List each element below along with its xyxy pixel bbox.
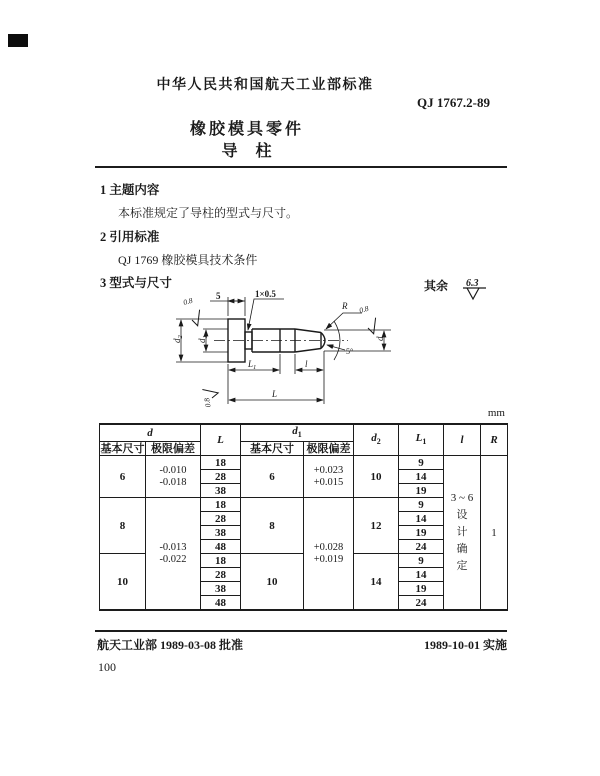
cell-L1: 9 <box>399 554 444 568</box>
footer-rule <box>95 630 507 632</box>
cell-d-6: 6 <box>100 456 146 498</box>
cell-L1: 19 <box>399 582 444 596</box>
roughness-value-bottom: 0.8 <box>202 397 213 409</box>
roughness-value-topright: 0.8 <box>358 303 370 315</box>
l1-dim-label: $L_1$ <box>248 359 257 371</box>
cell-L: 48 <box>201 540 241 554</box>
cell-d1-dev-1: +0.023 +0.015 <box>304 456 354 498</box>
cell-L: 38 <box>201 484 241 498</box>
cell-d1-10: 10 <box>241 554 304 611</box>
col-header-R: R <box>481 424 508 456</box>
cell-d1-8: 8 <box>241 498 304 554</box>
cell-d1-dev-2: +0.028 +0.019 <box>304 498 354 611</box>
section-2-body: QJ 1769 橡胶模具技术条件 <box>118 253 258 267</box>
cell-L: 28 <box>201 512 241 526</box>
cell-L: 48 <box>201 596 241 611</box>
d1-label: $d_1$ <box>197 335 209 343</box>
cell-L1: 14 <box>399 568 444 582</box>
col-header-d2: $d_2$ <box>354 424 399 456</box>
table-row <box>100 456 508 470</box>
cell-L1: 9 <box>399 498 444 512</box>
chamfer-label: 1×0.5 <box>255 289 276 299</box>
subheader-d-dev: 极限偏差 <box>146 442 201 456</box>
dimension-table <box>99 423 508 611</box>
angle-label: 5° <box>346 347 354 356</box>
cell-L1: 24 <box>399 596 444 611</box>
r-label: R <box>342 301 348 311</box>
col-header-L: L <box>201 424 241 456</box>
col-header-L1: $L_1$ <box>399 424 444 456</box>
cell-L1: 14 <box>399 470 444 484</box>
subheader-d1-dev: 极限偏差 <box>304 442 354 456</box>
document-title: 橡胶模具零件 <box>189 121 304 138</box>
cell-L1: 24 <box>399 540 444 554</box>
authority-line: 中华人民共和国航天工业部标准 <box>156 78 374 93</box>
section-2-heading: 2 引用标准 <box>100 230 160 244</box>
cell-d-dev-1: -0.010 -0.018 <box>146 456 201 498</box>
subheader-d-basic: 基本尺寸 <box>100 442 145 455</box>
cell-L: 18 <box>201 456 241 470</box>
col-header-l: l <box>444 424 481 456</box>
unit-label: mm <box>487 407 505 419</box>
cell-l: 3 ~ 6 设 计 确 定 <box>444 456 481 611</box>
d-label: d <box>375 336 385 341</box>
cell-R: 1 <box>481 456 508 611</box>
l-dim-label: l <box>305 359 308 369</box>
dim-5-label: 5 <box>216 291 221 301</box>
cell-d2-14: 14 <box>354 554 399 611</box>
col-header-d: d <box>100 424 201 442</box>
dimension-lines <box>176 297 391 404</box>
cell-d-10: 10 <box>100 554 146 611</box>
svg-text:6.3: 6.3 <box>466 278 479 289</box>
cell-d2-10: 10 <box>354 456 399 498</box>
cell-L1: 19 <box>399 484 444 498</box>
cell-L1: 19 <box>399 526 444 540</box>
section-1-heading: 1 主题内容 <box>100 183 160 197</box>
cell-d-8: 8 <box>100 498 146 554</box>
scan-mark <box>8 34 28 47</box>
col-header-d1: $d_1$ <box>241 424 354 442</box>
section-3-heading: 3 型式与尺寸 <box>100 276 172 290</box>
roughness-note-label: 其余 <box>424 279 449 293</box>
cell-L: 28 <box>201 568 241 582</box>
cell-L: 38 <box>201 526 241 540</box>
technical-drawing <box>148 288 478 410</box>
cell-L1: 9 <box>399 456 444 470</box>
d2-label: $d_2$ <box>172 335 184 343</box>
roughness-value-topleft: 0.8 <box>182 295 194 307</box>
section-1-body: 本标准规定了导柱的型式与尺寸。 <box>118 206 299 220</box>
cell-L: 38 <box>201 582 241 596</box>
footer-approval: 航天工业部 1989-03-08 批准 <box>97 638 243 652</box>
cell-d1-6: 6 <box>241 456 304 498</box>
document-subtitle: 导 柱 <box>221 143 273 160</box>
footer-implementation: 1989-10-01 实施 <box>424 638 507 652</box>
header-rule <box>95 166 507 168</box>
cell-L: 18 <box>201 554 241 568</box>
cell-d2-12: 12 <box>354 498 399 554</box>
total-length-label: L <box>272 389 278 399</box>
subheader-d1-basic: 基本尺寸 <box>241 442 304 456</box>
cell-L: 18 <box>201 498 241 512</box>
page-number: 100 <box>98 660 116 674</box>
cell-L1: 14 <box>399 512 444 526</box>
cell-d-dev-2: -0.013 -0.022 <box>146 498 201 611</box>
standard-number: QJ 1767.2-89 <box>417 95 490 110</box>
cell-L: 28 <box>201 470 241 484</box>
